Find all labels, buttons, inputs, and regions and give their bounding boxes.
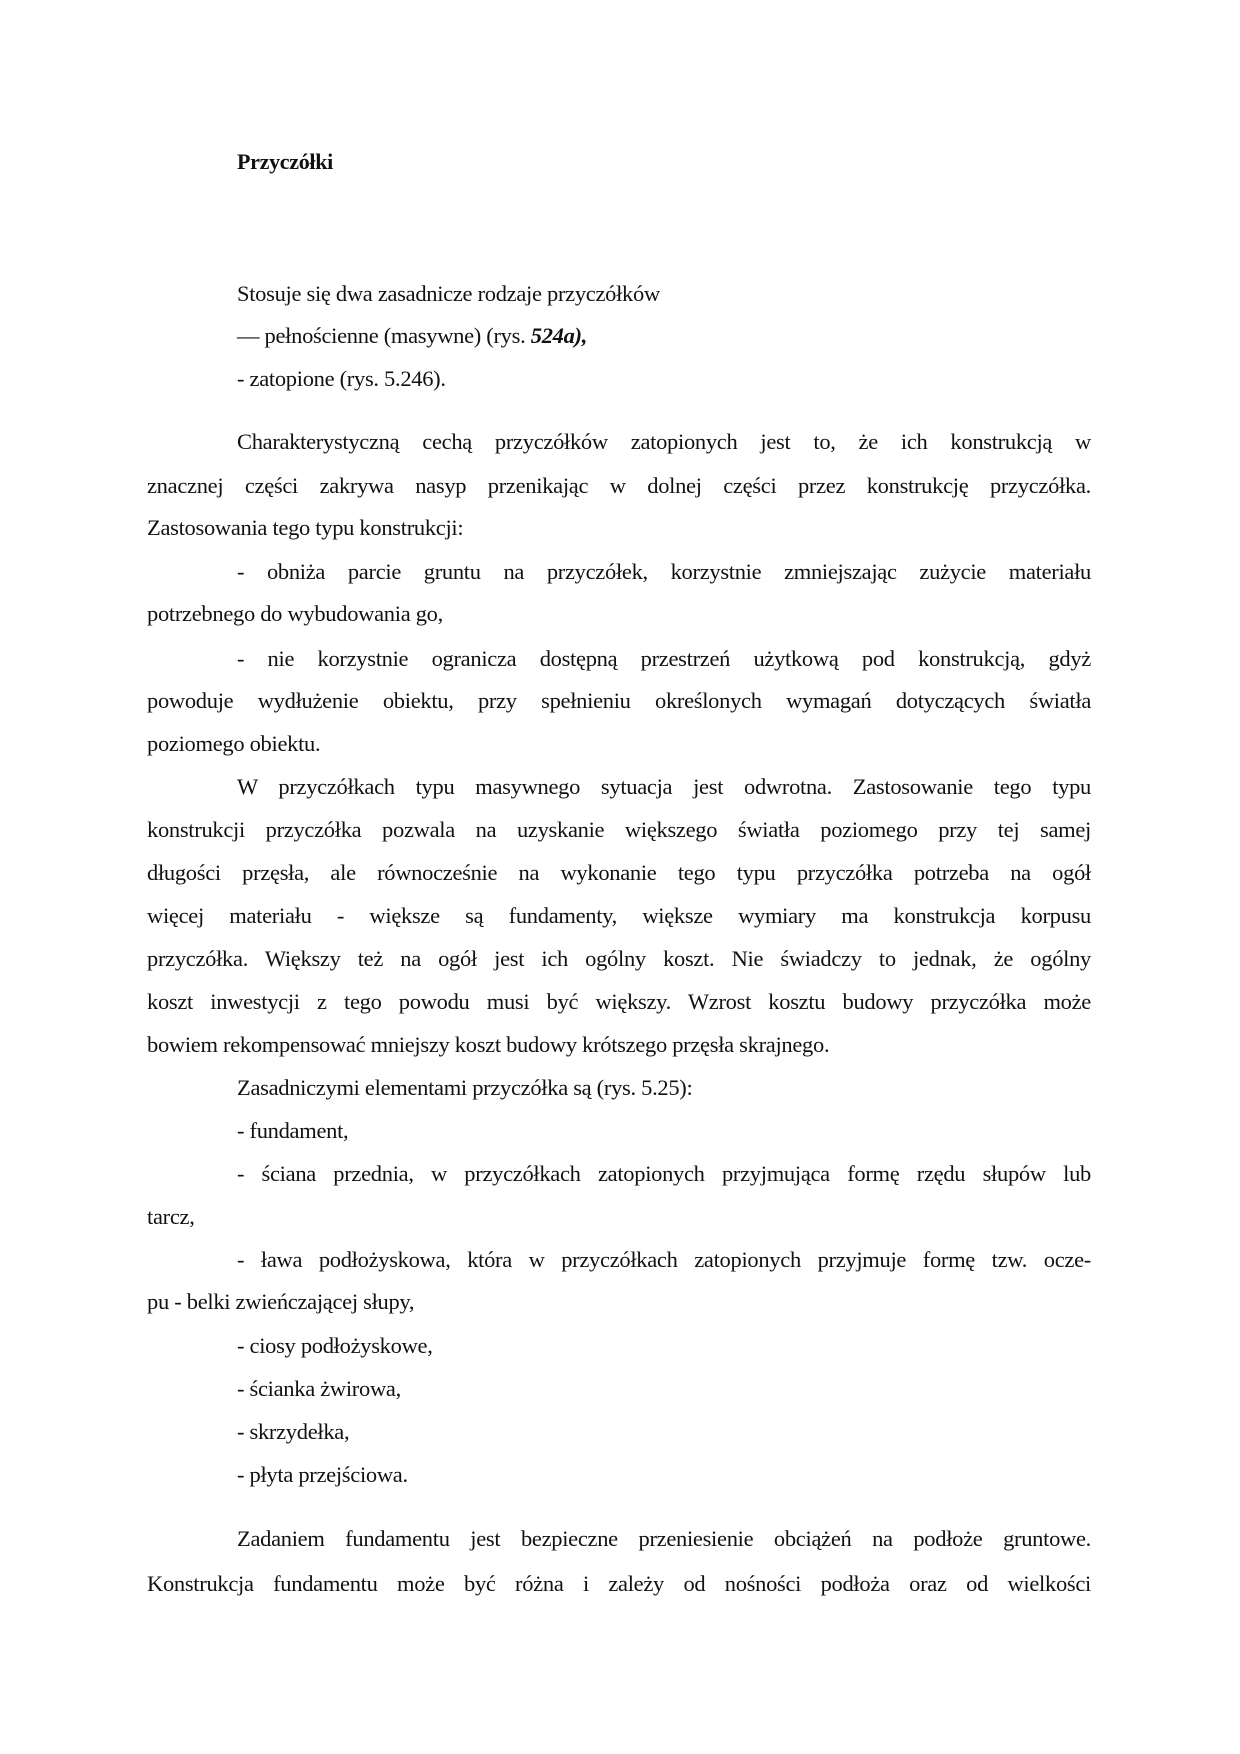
text-line: Zastosowania tego typu konstrukcji: — [147, 515, 464, 540]
text-line: - ściana przednia, w przyczółkach zatopionych przyjmująca formę rzędu słupów lub — [237, 1161, 1091, 1186]
text-line: Zadaniem fundamentu jest bezpieczne przeniesienie obciążeń na podłoże gruntowe. — [237, 1526, 1091, 1551]
text-line: powoduje wydłużenie obiektu, przy spełnieniu określonych wymagań dotyczących światła — [147, 688, 1091, 713]
text-line: poziomego obiektu. — [147, 731, 321, 756]
figure-reference-emphasis: 524a), — [530, 323, 588, 348]
text-line: bowiem rekompensować mniejszy koszt budowy krótszego przęsła skrajnego. — [147, 1032, 830, 1057]
text-line: koszt inwestycji z tego powodu musi być większy. Wzrost kosztu budowy przyczółka może — [147, 989, 1091, 1014]
text-line: - zatopione (rys. 5.246). — [237, 366, 446, 391]
text-line — [237, 322, 587, 350]
text-line: - obniża parcie gruntu na przyczółek, korzystnie zmniejszając zużycie materiału — [237, 559, 1091, 584]
text-segment: — pełnościenne (masywne) (rys. — [237, 323, 531, 348]
text-line: - ścianka żwirowa, — [237, 1376, 401, 1401]
text-line: Stosuje się dwa zasadnicze rodzaje przyczółków — [237, 281, 660, 306]
text-line: więcej materiału - większe są fundamenty, większe wymiary ma konstrukcja korpusu — [147, 903, 1091, 928]
text-line: W przyczółkach typu masywnego sytuacja jest odwrotna. Zastosowanie tego typu — [237, 774, 1091, 799]
text-line: - skrzydełka, — [237, 1419, 350, 1444]
text-line: - nie korzystnie ogranicza dostępną przestrzeń użytkową pod konstrukcją, gdyż — [237, 646, 1091, 671]
text-line: Konstrukcja fundamentu może być różna i zależy od nośności podłoża oraz od wielkości — [147, 1571, 1091, 1596]
text-line: znacznej części zakrywa nasyp przenikając w dolnej części przez konstrukcję przyczółka. — [147, 473, 1091, 498]
text-line: - fundament, — [237, 1118, 349, 1143]
text-line: - ława podłożyskowa, która w przyczółkach zatopionych przyjmuje formę tzw. ocze- — [237, 1247, 1091, 1272]
text-line: tarcz, — [147, 1204, 195, 1229]
document-title: Przyczółki — [237, 149, 333, 174]
text-line: długości przęsła, ale równocześnie na wykonanie tego typu przyczółka potrzeba na ogół — [147, 860, 1091, 885]
text-line: potrzebnego do wybudowania go, — [147, 601, 443, 626]
text-line: konstrukcji przyczółka pozwala na uzyskanie większego światła poziomego przy tej samej — [147, 817, 1091, 842]
text-line: przyczółka. Większy też na ogół jest ich ogólny koszt. Nie świadczy to jednak, że ogólny — [147, 946, 1091, 971]
text-line: Zasadniczymi elementami przyczółka są (rys. 5.25): — [237, 1075, 693, 1100]
text-line: - ciosy podłożyskowe, — [237, 1333, 433, 1358]
text-line: - płyta przejściowa. — [237, 1462, 408, 1487]
text-line: Charakterystyczną cechą przyczółków zatopionych jest to, że ich konstrukcją w — [237, 429, 1091, 454]
text-line: pu - belki zwieńczającej słupy, — [147, 1289, 415, 1314]
